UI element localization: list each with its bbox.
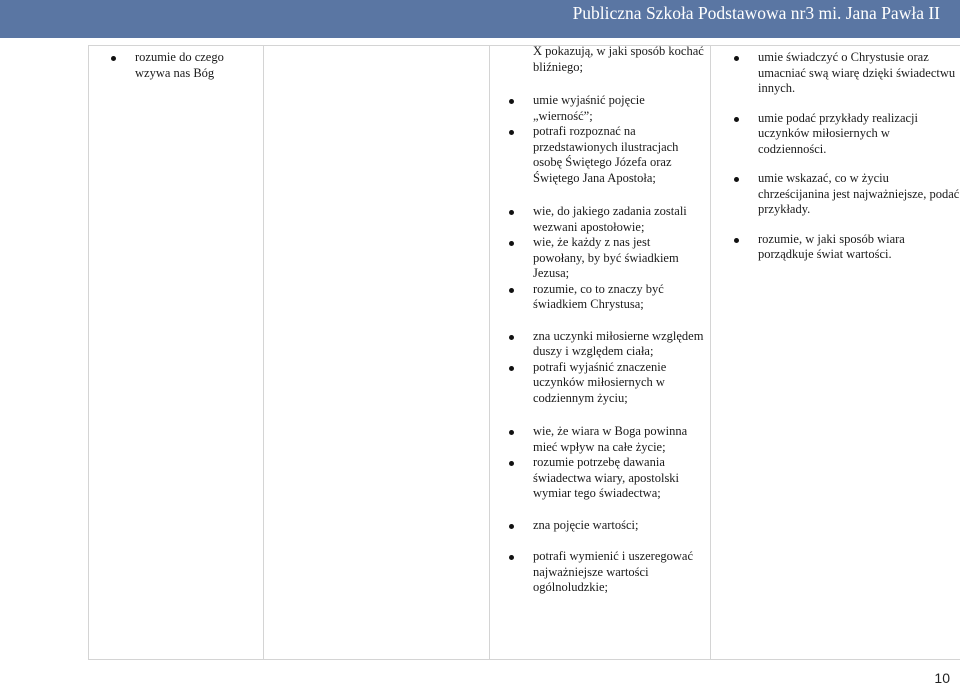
column-divider-3 [710,45,711,659]
bullet-group [758,232,960,263]
bullet-item [758,171,960,218]
bullet-text: umie wskazać, co w życiu chrześcijanina jest najważniejsze, podać przykłady. [758,171,960,216]
column-3-cell [533,44,705,596]
bullet-icon [734,56,739,61]
bullet-item [533,360,705,407]
bullet-item [758,232,960,263]
bullet-icon [509,210,514,215]
bullet-text: rozumie, w jaki sposób wiara porządkuje świat wartości. [758,231,905,261]
column-3-intro-text: X pokazują, w jaki sposób kochać bliźniego; [533,44,704,74]
bullet-icon [509,461,514,466]
bullet-item [533,549,705,596]
bullet-icon [509,130,514,135]
bullet-icon [734,117,739,122]
bullet-item [533,93,705,124]
bullet-text: potrafi rozpoznać na przedstawionych ilustracjach osobę Świętego Józefa oraz Świętego Jana Apostoła; [533,124,679,185]
bullet-text: wie, że każdy z nas jest powołany, by być świadkiem Jezusa; [533,235,679,280]
bullet-icon [509,288,514,293]
bullet-text: rozumie, co to znaczy być świadkiem Chrystusa; [533,281,664,311]
column-4-cell [758,50,960,263]
column-divider-1 [263,45,264,659]
bullet-text: wie, że wiara w Boga powinna mieć wpływ na całe życie; [533,424,688,454]
table-top-border [88,45,960,46]
bullet-group [533,549,705,596]
bullet-icon [509,241,514,246]
column-1-list [135,50,260,81]
bullet-item [533,329,705,360]
bullet-icon [509,555,514,560]
column-3-groups [533,93,705,596]
bullet-text: wie, do jakiego zadania zostali wezwani apostołowie; [533,204,687,234]
bullet-group [758,50,960,97]
bullet-text: umie wyjaśnić pojęcie „wierność”; [533,93,645,123]
bullet-icon [509,430,514,435]
bullet-text: rozumie potrzebę dawania świadectwa wiary, apostolski wymiar tego świadectwa; [533,455,680,500]
page-header-bar [0,0,960,38]
bullet-icon [111,56,116,61]
bullet-text: zna pojęcie wartości; [533,517,639,532]
bullet-group [533,424,705,502]
bullet-icon [509,366,514,371]
column-1-cell [135,50,260,81]
bullet-item [135,50,260,81]
bullet-text: potrafi wyjaśnić znaczenie uczynków miłosiernych w codziennym życiu; [533,359,667,405]
bullet-group [533,518,705,534]
bullet-text: umie podać przykłady realizacji uczynków miłosiernych w codzienności. [758,110,918,156]
bullet-icon [509,335,514,340]
bullet-text: potrafi wymienić i uszeregować najważniejsze wartości ogólnoludzkie; [533,549,694,594]
bullet-icon [509,524,514,529]
bullet-item [533,204,705,235]
bullet-icon [734,177,739,182]
bullet-item [533,124,705,186]
table-bottom-border [88,659,960,660]
column-4-list [758,50,960,263]
bullet-item [533,424,705,455]
bullet-item [533,282,705,313]
bullet-item [533,235,705,282]
bullet-text: zna uczynki miłosierne względem duszy i względem ciała; [533,328,704,358]
school-name-title: Publiczna Szkoła Podstawowa nr3 mi. Jana Pawła II [572,3,940,23]
bullet-group [758,171,960,218]
bullet-group [533,329,705,407]
bullet-item [758,111,960,158]
table-left-border [88,45,89,659]
bullet-group [533,93,705,186]
bullet-item [533,518,705,534]
column-divider-2 [489,45,490,659]
bullet-item [533,455,705,502]
bullet-group [758,111,960,158]
bullet-group [533,204,705,313]
bullet-text: umie świadczyć o Chrystusie oraz umacniać swą wiarę dzięki świadectwu innych. [758,50,956,95]
bullet-icon [734,238,739,243]
page-number: 10 [934,670,950,686]
bullet-icon [509,99,514,104]
bullet-text: rozumie do czego wzywa nas Bóg [135,50,224,80]
bullet-item [758,50,960,97]
